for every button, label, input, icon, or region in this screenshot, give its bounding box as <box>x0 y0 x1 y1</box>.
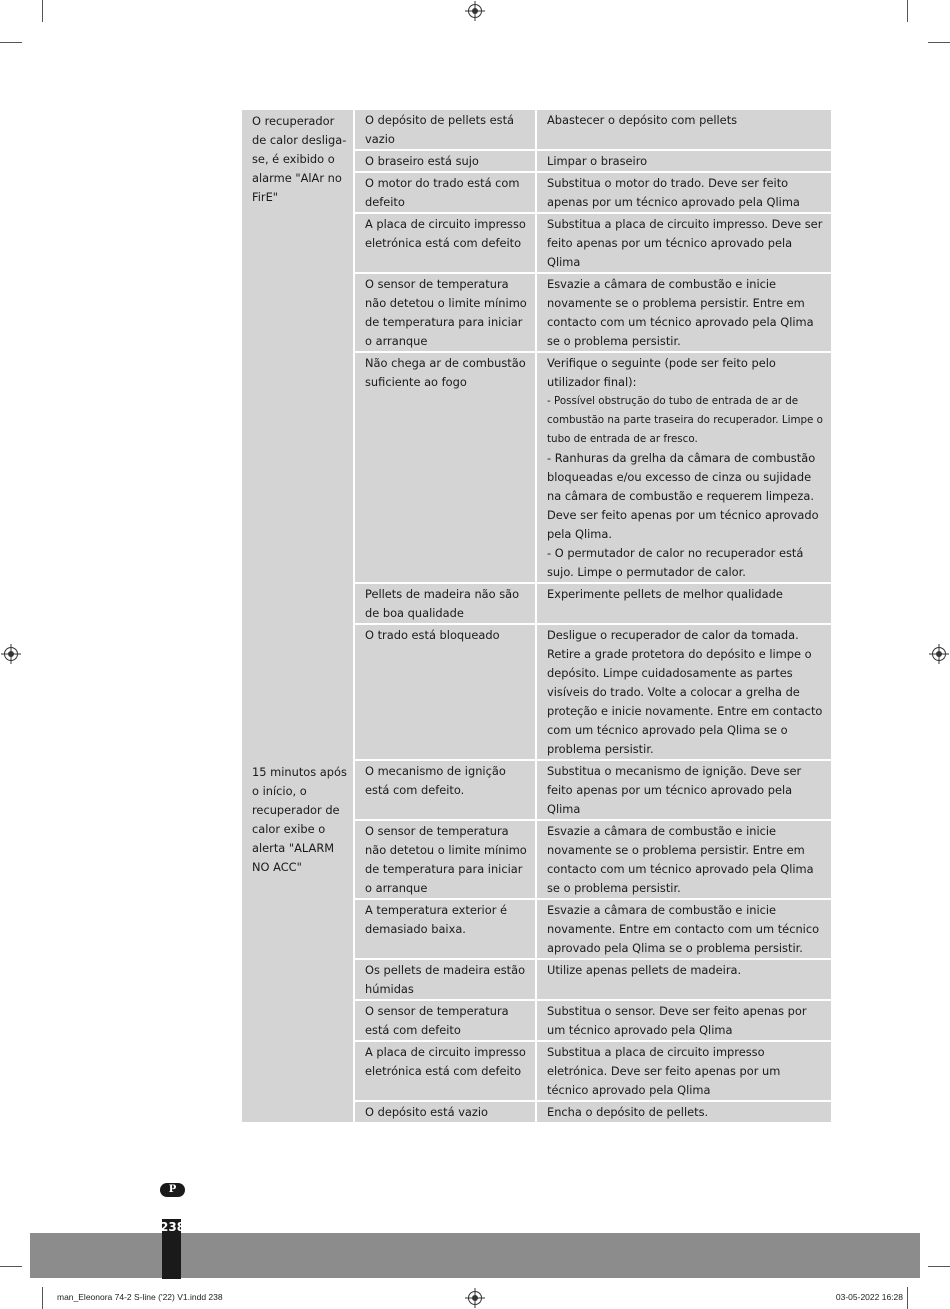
symptom-cell: O recuperador de calor desliga-se, é exibido o alarme "AlAr no FirE" <box>242 110 355 761</box>
registration-mark-icon <box>468 4 482 18</box>
solution-cell <box>537 584 831 625</box>
solution-line: Experimente pellets de melhor qualidade <box>547 587 783 601</box>
solution-line: Esvazie a câmara de combustão e inicie novamente se o problema persistir. Entre em contacto com um técnico aprovado pela Qlima se o problema persistir. <box>547 824 814 895</box>
crop-mark <box>42 1287 43 1309</box>
troubleshooting-table-body <box>242 110 831 1122</box>
solution-cell <box>537 1042 831 1102</box>
solution-cell <box>537 151 831 173</box>
solution-line: Substitua a placa de circuito impresso eletrónica. Deve ser feito apenas por um técnico aprovado pela Qlima <box>547 1045 781 1097</box>
solution-cell <box>537 900 831 960</box>
registration-mark-icon <box>468 1291 482 1305</box>
solution-cell <box>537 821 831 900</box>
cause-cell: O depósito está vazio <box>355 1102 537 1122</box>
solution-cell <box>537 761 831 821</box>
cause-cell: O motor do trado está com defeito <box>355 173 537 214</box>
cause-cell: A temperatura exterior é demasiado baixa. <box>355 900 537 960</box>
solution-line: Substitua o mecanismo de ignição. Deve ser feito apenas por um técnico aprovado pela Qlima <box>547 764 802 816</box>
crop-mark <box>907 0 908 22</box>
solution-cell <box>537 353 831 584</box>
crop-mark <box>928 1266 950 1267</box>
crop-mark <box>0 1266 22 1267</box>
solution-line: - O permutador de calor no recuperador está sujo. Limpe o permutador de calor. <box>547 546 804 579</box>
solution-line: - Ranhuras da grelha da câmara de combustão bloqueadas e/ou excesso de cinza ou sujidade na câmara de combustão e requerem limpeza. Deve ser feito apenas por um técnico aprovado pela Qlima. <box>547 451 819 541</box>
cause-cell: Pellets de madeira não são de boa qualidade <box>355 584 537 625</box>
solution-line: Abastecer o depósito com pellets <box>547 113 738 127</box>
cause-cell: O sensor de temperatura não detetou o limite mínimo de temperatura para iniciar o arranque <box>355 274 537 353</box>
cause-cell: O depósito de pellets está vazio <box>355 110 537 151</box>
crop-mark <box>928 42 950 43</box>
solution-line: Desligue o recuperador de calor da tomada. Retire a grade protetora do depósito e limpe o depósito. Limpe cuidadosamente as partes visíveis do trado. Volte a colocar a grelha de proteção e inicie novamente. Entre em contacto com um técnico aprovado pela Qlima se o problema persistir. <box>547 628 823 756</box>
solution-line: Encha o depósito de pellets. <box>547 1105 709 1119</box>
solution-cell <box>537 214 831 274</box>
solution-cell <box>537 110 831 151</box>
table-row <box>242 761 831 821</box>
file-slug: man_Eleonora 74-2 S-line ('22) V1.indd 238 <box>57 1292 223 1302</box>
solution-cell <box>537 173 831 214</box>
cause-cell: Não chega ar de combustão suficiente ao fogo <box>355 353 537 584</box>
print-timestamp: 03-05-2022 16:28 <box>835 1292 903 1302</box>
solution-cell <box>537 1102 831 1122</box>
solution-line: Utilize apenas pellets de madeira. <box>547 963 742 977</box>
registration-mark-icon <box>932 647 946 661</box>
crop-mark <box>42 0 43 22</box>
cause-cell: A placa de circuito impresso eletrónica está com defeito <box>355 1042 537 1102</box>
cause-cell: A placa de circuito impresso eletrónica está com defeito <box>355 214 537 274</box>
solution-cell <box>537 960 831 1001</box>
solution-line: - Possível obstrução do tubo de entrada de ar de combustão na parte traseira do recuperador. Limpe o tubo de entrada de ar fresco. <box>547 395 823 445</box>
symptom-cell: 15 minutos após o início, o recuperador de calor exibe o alerta "ALARM NO ACC" <box>242 761 355 1122</box>
page-number: 238 <box>160 1220 186 1234</box>
solution-line: Limpar o braseiro <box>547 154 648 168</box>
solution-line: Esvazie a câmara de combustão e inicie novamente. Entre em contacto com um técnico aprovado pela Qlima se o problema persistir. <box>547 903 820 955</box>
cause-cell: Os pellets de madeira estão húmidas <box>355 960 537 1001</box>
solution-cell <box>537 1001 831 1042</box>
crop-mark <box>0 42 22 43</box>
troubleshooting-table <box>242 110 831 1122</box>
language-badge: P <box>160 1183 185 1197</box>
solution-line: Substitua o sensor. Deve ser feito apenas por um técnico aprovado pela Qlima <box>547 1004 807 1037</box>
solution-line: Esvazie a câmara de combustão e inicie novamente se o problema persistir. Entre em contacto com um técnico aprovado pela Qlima se o problema persistir. <box>547 277 814 348</box>
solution-cell <box>537 274 831 353</box>
cause-cell: O braseiro está sujo <box>355 151 537 173</box>
cause-cell: O sensor de temperatura não detetou o limite mínimo de temperatura para iniciar o arranque <box>355 821 537 900</box>
solution-line: Substitua o motor do trado. Deve ser feito apenas por um técnico aprovado pela Qlima <box>547 176 800 209</box>
solution-line: Verifique o seguinte (pode ser feito pelo utilizador final): <box>547 356 776 389</box>
cause-cell: O mecanismo de ignição está com defeito. <box>355 761 537 821</box>
solution-line: Substitua a placa de circuito impresso. Deve ser feito apenas por um técnico aprovado pela Qlima <box>547 217 823 269</box>
cause-cell: O sensor de temperatura está com defeito <box>355 1001 537 1042</box>
registration-mark-icon <box>4 647 18 661</box>
solution-cell <box>537 625 831 761</box>
cause-cell: O trado está bloqueado <box>355 625 537 761</box>
crop-mark <box>907 1287 908 1309</box>
table-row <box>242 110 831 151</box>
